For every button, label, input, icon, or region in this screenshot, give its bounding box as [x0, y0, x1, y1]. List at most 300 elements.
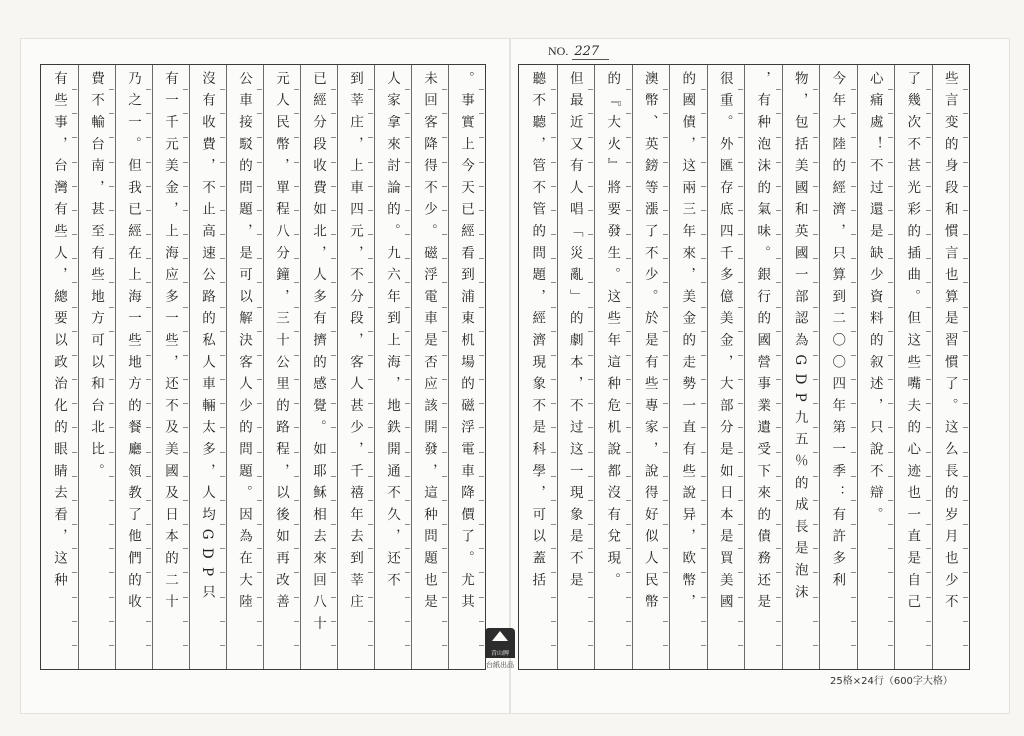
grid-cell-tick	[109, 403, 114, 404]
grid-cell-tick	[963, 645, 968, 646]
grid-cell-tick	[663, 234, 668, 235]
grid-cell-tick	[963, 403, 968, 404]
grid-cell-tick	[331, 379, 336, 380]
grid-cell-tick	[72, 621, 77, 622]
grid-cell-tick	[257, 162, 262, 163]
grid-cell-tick	[331, 307, 336, 308]
grid-cell-tick	[588, 500, 593, 501]
grid-cell-tick	[72, 89, 77, 90]
grid-cell-tick	[851, 162, 856, 163]
grid-cell-tick	[963, 597, 968, 598]
grid-cell-tick	[479, 524, 484, 525]
grid-cell-tick	[257, 234, 262, 235]
grid-cell-tick	[331, 452, 336, 453]
handwritten-column: 很重。外匯存底四千多億美金，大部分是如日本是買美國	[716, 71, 733, 616]
grid-cell-tick	[72, 162, 77, 163]
grid-cell-tick	[442, 548, 447, 549]
grid-cell-tick	[257, 524, 262, 525]
grid-cell-tick	[183, 137, 188, 138]
grid-column-rule	[300, 65, 301, 669]
grid-cell-tick	[220, 137, 225, 138]
grid-cell-tick	[626, 572, 631, 573]
grid-cell-tick	[257, 331, 262, 332]
grid-cell-tick	[109, 427, 114, 428]
handwritten-column: 乃之一。但我已經在上海一些地方的餐廳領教了他們的收	[125, 71, 141, 616]
grid-cell-tick	[220, 331, 225, 332]
grid-cell-tick	[738, 621, 743, 622]
grid-cell-tick	[368, 331, 373, 332]
grid-cell-tick	[776, 137, 781, 138]
grid-cell-tick	[663, 210, 668, 211]
grid-cell-tick	[183, 452, 188, 453]
grid-cell-tick	[588, 137, 593, 138]
grid-cell-tick	[738, 258, 743, 259]
grid-cell-tick	[588, 234, 593, 235]
grid-cell-tick	[588, 548, 593, 549]
grid-column-rule	[707, 65, 708, 669]
grid-cell-tick	[109, 597, 114, 598]
grid-cell-tick	[588, 331, 593, 332]
grid-cell-tick	[738, 476, 743, 477]
grid-cell-tick	[776, 597, 781, 598]
grid-cell-tick	[183, 645, 188, 646]
grid-cell-tick	[257, 476, 262, 477]
grid-cell-tick	[588, 210, 593, 211]
grid-cell-tick	[442, 307, 447, 308]
grid-cell-tick	[963, 355, 968, 356]
grid-cell-tick	[405, 307, 410, 308]
grid-cell-tick	[851, 234, 856, 235]
grid-cell-tick	[109, 621, 114, 622]
grid-cell-tick	[663, 89, 668, 90]
grid-cell-tick	[183, 597, 188, 598]
grid-cell-tick	[479, 186, 484, 187]
grid-cell-tick	[926, 548, 931, 549]
grid-cell-tick	[776, 113, 781, 114]
grid-cell-tick	[331, 210, 336, 211]
grid-cell-tick	[588, 572, 593, 573]
grid-cell-tick	[926, 572, 931, 573]
grid-cell-tick	[701, 621, 706, 622]
grid-cell-tick	[405, 621, 410, 622]
grid-cell-tick	[479, 597, 484, 598]
grid-cell-tick	[551, 258, 556, 259]
grid-cell-tick	[701, 210, 706, 211]
grid-column-rule	[448, 65, 449, 669]
grid-cell-tick	[738, 452, 743, 453]
grid-cell-tick	[813, 403, 818, 404]
publisher-logo	[478, 628, 522, 670]
grid-cell-tick	[146, 524, 151, 525]
grid-cell-tick	[294, 524, 299, 525]
grid-cell-tick	[405, 210, 410, 211]
grid-column-rule	[78, 65, 79, 669]
grid-cell-tick	[72, 113, 77, 114]
grid-cell-tick	[220, 645, 225, 646]
handwritten-column: 物，包括美國和英國一部認為GDP九五％的成長是泡沫	[791, 71, 808, 607]
grid-cell-tick	[776, 307, 781, 308]
grid-cell-tick	[294, 621, 299, 622]
grid-cell-tick	[368, 210, 373, 211]
grid-cell-tick	[776, 403, 781, 404]
grid-cell-tick	[294, 476, 299, 477]
handwritten-column: 的國債，这兩三年來，美金的走勢一直有些說异，欧幣，	[679, 71, 696, 616]
grid-cell-tick	[72, 282, 77, 283]
grid-cell-tick	[701, 89, 706, 90]
grid-cell-tick	[109, 355, 114, 356]
grid-cell-tick	[663, 379, 668, 380]
grid-cell-tick	[479, 331, 484, 332]
handwritten-column: 。事實上今天已經看到浦東机場的磁浮電車降價了。尤其	[458, 71, 474, 616]
grid-cell-tick	[368, 379, 373, 380]
grid-cell-tick	[183, 210, 188, 211]
grid-cell-tick	[551, 645, 556, 646]
grid-cell-tick	[551, 89, 556, 90]
grid-cell-tick	[331, 258, 336, 259]
grid-cell-tick	[888, 572, 893, 573]
grid-cell-tick	[220, 621, 225, 622]
grid-cell-tick	[663, 427, 668, 428]
grid-column-rule	[557, 65, 558, 669]
grid-cell-tick	[220, 427, 225, 428]
grid-specification: 25格×24行（600字大格）	[830, 676, 953, 687]
grid-cell-tick	[479, 500, 484, 501]
handwritten-column: 今年大陸的經濟，只算到二〇〇四年第一季：有許多利	[829, 71, 846, 595]
grid-cell-tick	[776, 282, 781, 283]
grid-cell-tick	[405, 427, 410, 428]
publisher-caption: 台紙出品	[486, 661, 514, 669]
grid-cell-tick	[551, 572, 556, 573]
grid-cell-tick	[888, 524, 893, 525]
grid-cell-tick	[738, 186, 743, 187]
grid-cell-tick	[294, 234, 299, 235]
grid-cell-tick	[851, 597, 856, 598]
grid-cell-tick	[257, 403, 262, 404]
grid-cell-tick	[851, 137, 856, 138]
grid-cell-tick	[109, 379, 114, 380]
grid-cell-tick	[405, 597, 410, 598]
grid-cell-tick	[813, 572, 818, 573]
grid-cell-tick	[220, 282, 225, 283]
grid-cell-tick	[888, 307, 893, 308]
grid-cell-tick	[963, 234, 968, 235]
grid-column-rule	[226, 65, 227, 669]
handwritten-column: 人家拿來討論的。九六年到上海，地鉄開通不久，还不	[384, 71, 400, 595]
grid-cell-tick	[776, 210, 781, 211]
grid-cell-tick	[368, 548, 373, 549]
grid-cell-tick	[442, 137, 447, 138]
grid-cell-tick	[368, 572, 373, 573]
grid-cell-tick	[442, 476, 447, 477]
grid-cell-tick	[626, 258, 631, 259]
grid-cell-tick	[963, 113, 968, 114]
grid-cell-tick	[183, 476, 188, 477]
grid-cell-tick	[479, 427, 484, 428]
grid-cell-tick	[888, 548, 893, 549]
grid-cell-tick	[442, 572, 447, 573]
grid-cell-tick	[963, 89, 968, 90]
grid-cell-tick	[738, 597, 743, 598]
grid-cell-tick	[146, 210, 151, 211]
grid-cell-tick	[588, 645, 593, 646]
grid-cell-tick	[551, 307, 556, 308]
grid-cell-tick	[738, 89, 743, 90]
grid-cell-tick	[551, 500, 556, 501]
grid-cell-tick	[813, 234, 818, 235]
page-number-value: 227	[572, 44, 609, 60]
handwritten-column: 到莘庄，上車四元，不分段，客人甚少，千禧年去到莘庄	[347, 71, 363, 616]
grid-cell-tick	[888, 427, 893, 428]
grid-cell-tick	[813, 645, 818, 646]
grid-cell-tick	[851, 524, 856, 525]
grid-cell-tick	[220, 355, 225, 356]
grid-cell-tick	[146, 500, 151, 501]
grid-cell-tick	[626, 645, 631, 646]
grid-cell-tick	[663, 572, 668, 573]
grid-cell-tick	[926, 621, 931, 622]
grid-cell-tick	[851, 186, 856, 187]
grid-cell-tick	[551, 452, 556, 453]
grid-cell-tick	[926, 210, 931, 211]
grid-cell-tick	[442, 403, 447, 404]
grid-cell-tick	[888, 234, 893, 235]
grid-cell-tick	[146, 355, 151, 356]
grid-cell-tick	[72, 403, 77, 404]
grid-cell-tick	[146, 645, 151, 646]
grid-cell-tick	[405, 572, 410, 573]
grid-cell-tick	[220, 258, 225, 259]
grid-cell-tick	[183, 524, 188, 525]
grid-cell-tick	[442, 427, 447, 428]
grid-cell-tick	[701, 645, 706, 646]
page-number-label: NO.	[548, 44, 569, 58]
grid-cell-tick	[813, 452, 818, 453]
grid-cell-tick	[776, 258, 781, 259]
grid-cell-tick	[294, 258, 299, 259]
grid-cell-tick	[551, 186, 556, 187]
grid-cell-tick	[588, 282, 593, 283]
grid-cell-tick	[368, 234, 373, 235]
grid-column-rule	[782, 65, 783, 669]
grid-cell-tick	[738, 307, 743, 308]
grid-cell-tick	[888, 476, 893, 477]
grid-cell-tick	[813, 597, 818, 598]
grid-cell-tick	[146, 452, 151, 453]
grid-cell-tick	[926, 258, 931, 259]
grid-cell-tick	[926, 500, 931, 501]
grid-column-rule	[411, 65, 412, 669]
grid-cell-tick	[926, 307, 931, 308]
grid-cell-tick	[813, 307, 818, 308]
grid-cell-tick	[663, 162, 668, 163]
grid-cell-tick	[183, 331, 188, 332]
grid-cell-tick	[776, 379, 781, 380]
grid-cell-tick	[405, 113, 410, 114]
grid-cell-tick	[220, 234, 225, 235]
grid-cell-tick	[331, 572, 336, 573]
grid-cell-tick	[109, 645, 114, 646]
handwritten-column: 聽不聽，管不管的問題，經濟現象不是科學，可以蓋括	[529, 71, 546, 595]
grid-cell-tick	[813, 427, 818, 428]
grid-cell-tick	[551, 210, 556, 211]
grid-cell-tick	[551, 476, 556, 477]
grid-cell-tick	[776, 572, 781, 573]
grid-cell-tick	[701, 427, 706, 428]
grid-cell-tick	[776, 500, 781, 501]
right-writing-grid	[518, 64, 970, 670]
grid-cell-tick	[813, 524, 818, 525]
grid-cell-tick	[405, 500, 410, 501]
grid-cell-tick	[588, 355, 593, 356]
grid-cell-tick	[146, 113, 151, 114]
grid-cell-tick	[813, 379, 818, 380]
grid-cell-tick	[626, 452, 631, 453]
grid-cell-tick	[294, 645, 299, 646]
grid-column-rule	[669, 65, 670, 669]
grid-cell-tick	[331, 621, 336, 622]
grid-cell-tick	[926, 282, 931, 283]
grid-cell-tick	[851, 621, 856, 622]
grid-cell-tick	[294, 403, 299, 404]
grid-cell-tick	[626, 548, 631, 549]
grid-cell-tick	[405, 162, 410, 163]
grid-cell-tick	[851, 403, 856, 404]
grid-cell-tick	[257, 355, 262, 356]
grid-cell-tick	[626, 403, 631, 404]
grid-cell-tick	[331, 645, 336, 646]
grid-cell-tick	[888, 621, 893, 622]
grid-column-rule	[932, 65, 933, 669]
grid-cell-tick	[926, 597, 931, 598]
handwritten-column: 心痛處！不过還是缺少資料的叙述，只說不辯。	[866, 71, 883, 529]
grid-cell-tick	[405, 331, 410, 332]
grid-cell-tick	[183, 282, 188, 283]
grid-cell-tick	[701, 403, 706, 404]
grid-cell-tick	[442, 524, 447, 525]
grid-cell-tick	[183, 548, 188, 549]
grid-cell-tick	[479, 548, 484, 549]
handwritten-column: 澳幣、英鎊等漲了不少。於是有些專家，說得好似人民幣	[641, 71, 658, 616]
grid-cell-tick	[926, 186, 931, 187]
grid-cell-tick	[405, 89, 410, 90]
grid-cell-tick	[442, 452, 447, 453]
grid-cell-tick	[738, 282, 743, 283]
grid-cell-tick	[888, 355, 893, 356]
grid-cell-tick	[109, 476, 114, 477]
handwritten-column: 已經分段收費如北，人多有擠的感覺。如耶稣相去來回八十	[310, 71, 326, 638]
grid-cell-tick	[626, 524, 631, 525]
grid-cell-tick	[851, 210, 856, 211]
grid-cell-tick	[442, 234, 447, 235]
grid-cell-tick	[368, 427, 373, 428]
grid-cell-tick	[405, 186, 410, 187]
grid-cell-tick	[551, 427, 556, 428]
grid-cell-tick	[701, 186, 706, 187]
grid-cell-tick	[442, 282, 447, 283]
grid-cell-tick	[813, 331, 818, 332]
grid-cell-tick	[257, 210, 262, 211]
grid-cell-tick	[109, 162, 114, 163]
grid-cell-tick	[183, 258, 188, 259]
grid-cell-tick	[72, 524, 77, 525]
grid-cell-tick	[963, 162, 968, 163]
grid-cell-tick	[963, 452, 968, 453]
grid-cell-tick	[888, 186, 893, 187]
grid-cell-tick	[738, 355, 743, 356]
page-number	[548, 44, 609, 59]
grid-cell-tick	[588, 427, 593, 428]
grid-cell-tick	[331, 234, 336, 235]
grid-cell-tick	[109, 500, 114, 501]
grid-cell-tick	[331, 524, 336, 525]
grid-cell-tick	[626, 355, 631, 356]
grid-cell-tick	[888, 89, 893, 90]
grid-cell-tick	[626, 331, 631, 332]
grid-cell-tick	[588, 258, 593, 259]
grid-cell-tick	[551, 355, 556, 356]
grid-cell-tick	[738, 234, 743, 235]
grid-cell-tick	[331, 427, 336, 428]
grid-cell-tick	[331, 89, 336, 90]
grid-cell-tick	[963, 282, 968, 283]
grid-cell-tick	[551, 162, 556, 163]
grid-cell-tick	[368, 137, 373, 138]
grid-cell-tick	[109, 331, 114, 332]
handwritten-column: 未回客降得不少。磁浮電車是否应該開發，這种問題也是	[421, 71, 437, 616]
grid-cell-tick	[701, 476, 706, 477]
grid-column-rule	[263, 65, 264, 669]
grid-cell-tick	[851, 307, 856, 308]
grid-cell-tick	[183, 355, 188, 356]
handwritten-column: 元人民幣，單程八分鐘，三十公里的路程，以後如再改善	[273, 71, 289, 616]
grid-cell-tick	[109, 282, 114, 283]
grid-cell-tick	[663, 307, 668, 308]
grid-cell-tick	[588, 403, 593, 404]
grid-cell-tick	[479, 258, 484, 259]
grid-cell-tick	[963, 524, 968, 525]
grid-cell-tick	[183, 113, 188, 114]
grid-cell-tick	[331, 476, 336, 477]
grid-cell-tick	[626, 307, 631, 308]
grid-cell-tick	[851, 476, 856, 477]
grid-cell-tick	[851, 355, 856, 356]
grid-cell-tick	[626, 113, 631, 114]
grid-cell-tick	[663, 548, 668, 549]
grid-cell-tick	[479, 113, 484, 114]
grid-cell-tick	[294, 89, 299, 90]
left-writing-grid	[40, 64, 486, 670]
grid-cell-tick	[776, 331, 781, 332]
grid-column-rule	[632, 65, 633, 669]
grid-cell-tick	[442, 162, 447, 163]
grid-cell-tick	[109, 210, 114, 211]
grid-cell-tick	[183, 307, 188, 308]
grid-cell-tick	[331, 500, 336, 501]
grid-cell-tick	[442, 379, 447, 380]
grid-cell-tick	[851, 89, 856, 90]
grid-cell-tick	[294, 355, 299, 356]
grid-cell-tick	[851, 113, 856, 114]
grid-cell-tick	[813, 621, 818, 622]
grid-cell-tick	[442, 258, 447, 259]
grid-cell-tick	[626, 234, 631, 235]
mountain-logo-icon	[485, 628, 515, 650]
grid-cell-tick	[588, 379, 593, 380]
grid-cell-tick	[442, 621, 447, 622]
grid-cell-tick	[146, 234, 151, 235]
grid-cell-tick	[294, 548, 299, 549]
handwritten-column: 些言变的身段和慣言也算是習慣了。这么長的岁月也少不	[941, 71, 958, 616]
